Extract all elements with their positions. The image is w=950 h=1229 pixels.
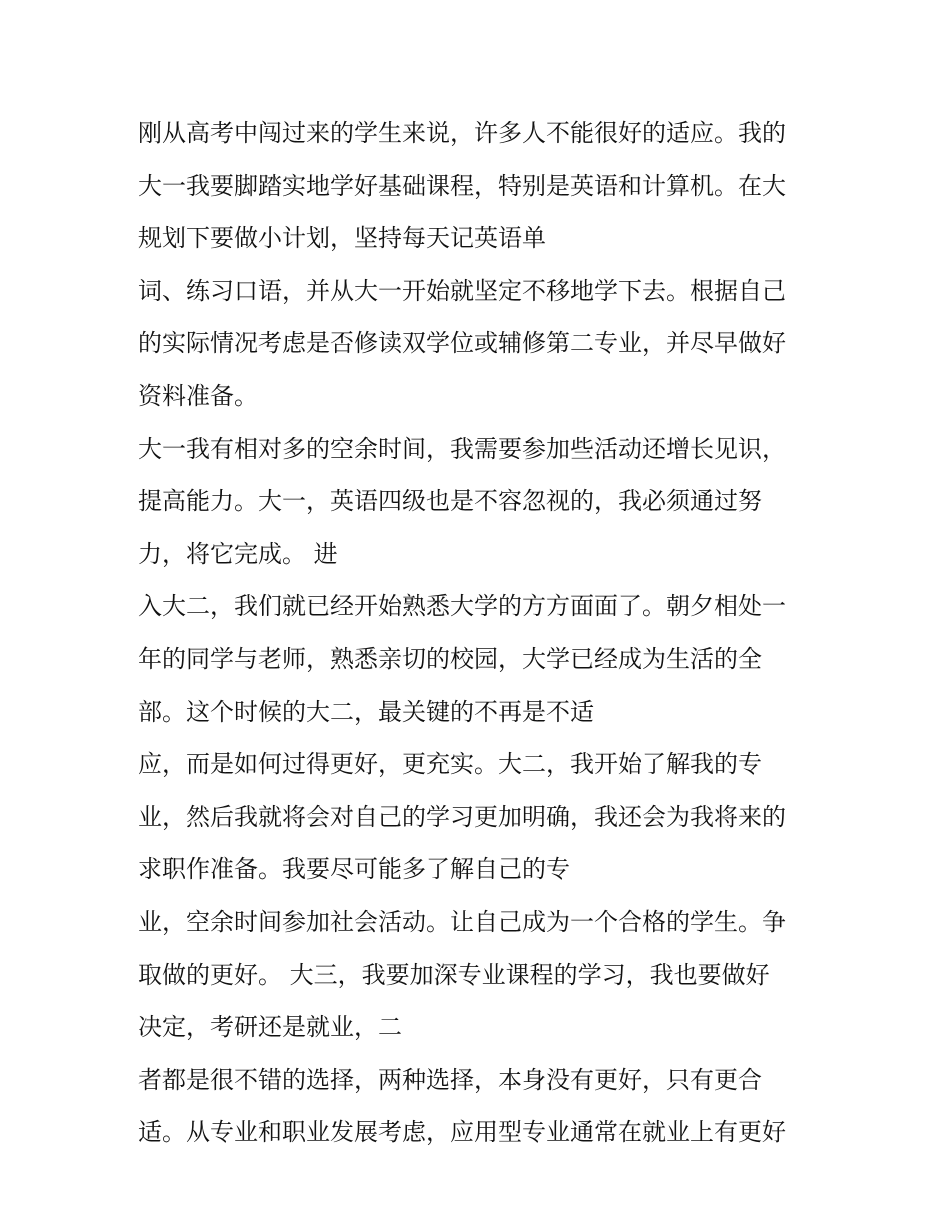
text-line: 入大二，我们就已经开始熟悉大学的方方面面了。朝夕相处一 bbox=[138, 592, 786, 621]
text-line: 适。从专业和职业发展考虑，应用型专业通常在就业上有更好 bbox=[138, 1118, 786, 1147]
text-line: 业，空余时间参加社会活动。让自己成为一个合格的学生。争 bbox=[138, 907, 786, 936]
body-text bbox=[138, 107, 818, 1159]
text-line: 提高能力。大一，英语四级也是不容忽视的，我必须通过努 bbox=[138, 487, 762, 516]
text-line: 大一我有相对多的空余时间，我需要参加些活动还增长见识， bbox=[138, 434, 786, 463]
text-line: 决定，考研还是就业，二 bbox=[138, 1013, 402, 1042]
text-line: 的实际情况考虑是否修读双学位或辅修第二专业，并尽早做好 bbox=[138, 329, 786, 358]
text-line: 大一我要脚踏实地学好基础课程，特别是英语和计算机。在大 bbox=[138, 171, 786, 200]
text-line: 年的同学与老师，熟悉亲切的校园，大学已经成为生活的全 bbox=[138, 644, 762, 673]
text-line: 求职作准备。我要尽可能多了解自己的专 bbox=[138, 855, 570, 884]
text-line: 力，将它完成。 进 bbox=[138, 539, 338, 568]
text-line: 业，然后我就将会对自己的学习更加明确，我还会为我将来的 bbox=[138, 802, 786, 831]
text-line: 规划下要做小计划，坚持每天记英语单 bbox=[138, 224, 546, 253]
text-line: 资料准备。 bbox=[138, 381, 258, 410]
text-line: 者都是很不错的选择，两种选择，本身没有更好，只有更合 bbox=[138, 1065, 762, 1094]
text-line: 词、练习口语，并从大一开始就坚定不移地学下去。根据自己 bbox=[138, 276, 786, 305]
text-line: 部。这个时候的大二，最关键的不再是不适 bbox=[138, 697, 594, 726]
text-line: 刚从高考中闯过来的学生来说，许多人不能很好的适应。我的 bbox=[138, 119, 786, 147]
text-line: 取做的更好。 大三，我要加深专业课程的学习，我也要做好 bbox=[138, 960, 770, 989]
text-line: 应，而是如何过得更好，更充实。大二，我开始了解我的专 bbox=[138, 750, 762, 779]
